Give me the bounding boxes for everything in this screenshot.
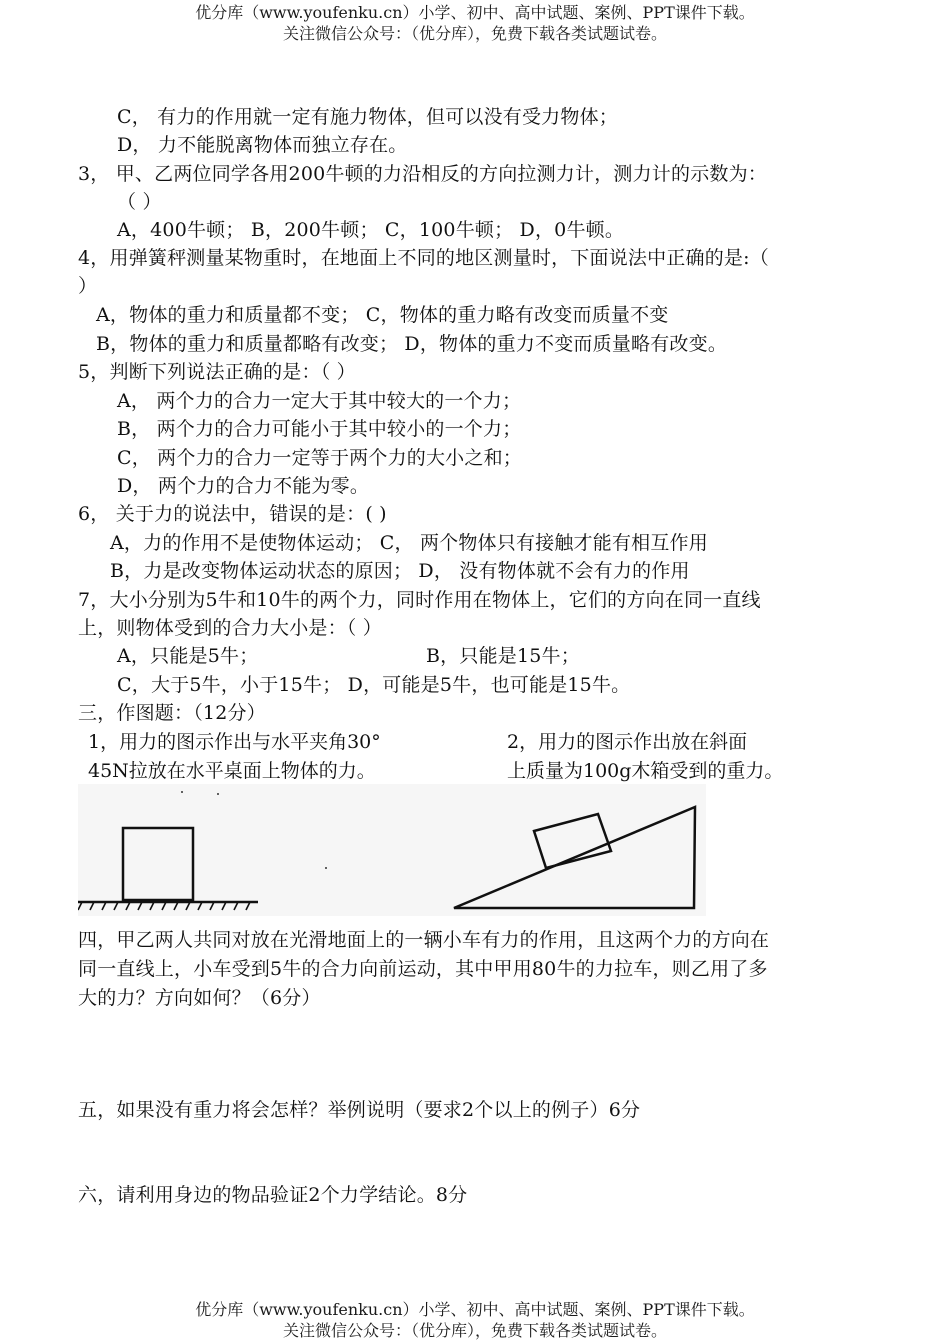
q5-option-a: A， 两个力的合力一定大于其中较大的一个力； xyxy=(117,390,522,412)
section-4-line-1: 四，甲乙两人共同对放在光滑地面上的一辆小车有力的作用，且这两个力的方向在 xyxy=(78,929,770,951)
section-6-line: 六，请利用身边的物品验证2个力学结论。8分 xyxy=(78,1184,468,1206)
footer-line-1: 优分库（www.youfenku.cn）小学、初中、高中试题、案例、PPT课件下载。 xyxy=(195,1300,755,1319)
q7-stem-line-1: 7，大小分别为5牛和10牛的两个力，同时作用在物体上，它们的方向在同一直线 xyxy=(78,589,761,611)
q2-option-c: C， 有力的作用就一定有施力物体，但可以没有受力物体； xyxy=(117,106,618,128)
q4-options-row-1: A，物体的重力和质量都不变； C，物体的重力略有改变而质量不变 xyxy=(96,304,669,326)
q4-options-row-2: B，物体的重力和质量都略有改变； D，物体的重力不变而质量略有改变。 xyxy=(96,333,728,355)
q5-option-c: C， 两个力的合力一定等于两个力的大小之和； xyxy=(117,447,522,469)
header-line-1: 优分库（www.youfenku.cn）小学、初中、高中试题、案例、PPT课件下载。 xyxy=(195,3,755,22)
q3-answer-blank: （ ） xyxy=(117,191,162,213)
q5-option-b: B， 两个力的合力可能小于其中较小的一个力； xyxy=(117,418,522,440)
footer-line-2: 关注微信公众号：（优分库），免费下载各类试题试卷。 xyxy=(282,1321,667,1340)
q6-options-row-2: B，力是改变物体运动状态的原因； D， 没有物体就不会有力的作用 xyxy=(110,560,690,582)
task-1-line-2: 45N拉放在水平桌面上物体的力。 xyxy=(88,760,376,782)
q6-options-row-1: A，力的作用不是使物体运动； C， 两个物体只有接触才能有相互作用 xyxy=(110,532,708,554)
q4-answer-blank: ） xyxy=(78,275,98,297)
q7-option-b: B，只能是15牛； xyxy=(426,645,580,667)
section-3-title: 三，作图题：（12分） xyxy=(78,702,266,724)
q3-options: A，400牛顿； B，200牛顿； C，100牛顿； D，0牛顿。 xyxy=(117,219,625,241)
header-line-2: 关注微信公众号：（优分库），免费下载各类试题试卷。 xyxy=(282,24,667,43)
section-5-line: 五，如果没有重力将会怎样？举例说明（要求2个以上的例子）6分 xyxy=(78,1099,641,1121)
page-footer xyxy=(0,1299,950,1341)
q7-stem-line-2: 上，则物体受到的合力大小是：（ ） xyxy=(78,617,382,639)
q3-stem: 3， 甲、乙两位同学各用200牛顿的力沿相反的方向拉测力计，测力计的示数为： xyxy=(78,163,767,185)
q2-option-d: D， 力不能脱离物体而独立存在。 xyxy=(117,134,408,156)
page-header xyxy=(0,2,950,44)
q4-stem: 4，用弹簧秤测量某物重时，在地面上不同的地区测量时，下面说法中正确的是:（ xyxy=(78,247,769,269)
section-4-line-3: 大的力？方向如何？（6分） xyxy=(78,987,321,1009)
drawing-figures xyxy=(78,784,706,916)
q7-options-row-2: C，大于5牛，小于15牛； D，可能是5牛，也可能是15牛。 xyxy=(117,674,631,696)
task-2-line-1: 2，用力的图示作出放在斜面 xyxy=(507,731,748,753)
task-2-line-2: 上质量为100g木箱受到的重力。 xyxy=(507,760,784,782)
q6-stem: 6， 关于力的说法中，错误的是：( ) xyxy=(78,503,387,525)
q5-stem: 5，判断下列说法正确的是：（ ） xyxy=(78,361,356,383)
q5-option-d: D， 两个力的合力不能为零。 xyxy=(117,475,370,497)
section-4-line-2: 同一直线上，小车受到5牛的合力向前运动，其中甲用80牛的力拉车，则乙用了多 xyxy=(78,958,768,980)
q7-option-a: A，只能是5牛； xyxy=(117,645,259,667)
task-1-line-1: 1，用力的图示作出与水平夹角30° xyxy=(88,731,381,753)
